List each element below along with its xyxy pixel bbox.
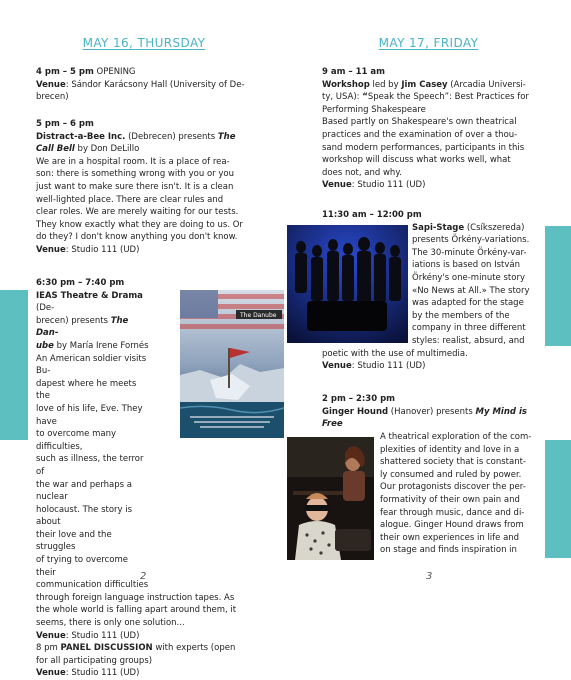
day-heading-thursday: MAY 16, THURSDAY bbox=[82, 36, 206, 50]
venue-label: Venue bbox=[36, 79, 66, 90]
play-title: My Mind is bbox=[475, 406, 527, 417]
desc-line: plexities of identity and love in a bbox=[380, 444, 520, 455]
event-time: 11:30 am – 12:00 pm bbox=[322, 210, 422, 220]
quote-mark: “ bbox=[362, 92, 368, 103]
desc-line: communication difficulties bbox=[36, 580, 149, 591]
location-text: (Csíkszereda) bbox=[464, 222, 525, 233]
desc-line: seems, there is only one solution... bbox=[36, 618, 185, 629]
company-name: IEAS Theatre & Drama bbox=[36, 290, 143, 301]
desc-line: iations is based on István bbox=[412, 260, 521, 271]
desc-line: We are in a hospital room. It is a place of rea- bbox=[36, 156, 230, 167]
event-workshop bbox=[322, 66, 535, 192]
desc-line: A theatrical exploration of the com- bbox=[380, 432, 532, 442]
event-time: 9 am – 11 am bbox=[322, 67, 386, 77]
desc-line: well-lighted place. There are clear rules and bbox=[36, 194, 224, 205]
desc-line: practices and the examination of over a thou- bbox=[322, 129, 518, 140]
desc-line: the whole world is falling apart around them, it bbox=[36, 605, 237, 616]
poster-title: The Danube bbox=[240, 312, 277, 319]
event-time: 2 pm – 2:30 pm bbox=[322, 394, 396, 404]
venue-text: : Sándor Karácsony Hall (University of De- bbox=[65, 79, 245, 90]
teal-strip-left bbox=[0, 290, 28, 440]
desc-line: formativity of their own pain and bbox=[380, 494, 520, 505]
venue-text: : Studio 111 (UD) bbox=[65, 630, 140, 641]
desc-line: just want to make sure there isn't. It is a clean bbox=[36, 181, 234, 192]
danube-poster-image bbox=[180, 290, 284, 438]
desc-line: was adapted for the stage bbox=[412, 298, 524, 309]
desc-line: An American soldier visits Bu- bbox=[36, 353, 147, 377]
page-number: 3 bbox=[426, 571, 433, 582]
event-desc: with experts (open bbox=[152, 643, 236, 654]
teal-strip-right-bottom bbox=[545, 440, 571, 558]
stage-photo-illustration bbox=[287, 225, 408, 343]
desc-line: the war and perhaps a nuclear bbox=[36, 479, 133, 503]
desc-line: on stage and finds inspiration in bbox=[380, 545, 517, 556]
venue-label: Venue bbox=[36, 630, 66, 641]
desc-line: dapest where he meets the bbox=[36, 378, 137, 402]
desc-line: fear through music, dance and di- bbox=[380, 507, 525, 518]
ginger-hound-photo bbox=[287, 437, 374, 560]
desc-line: does not, and why. bbox=[322, 167, 402, 178]
event-opening bbox=[36, 66, 252, 104]
sapi-stage-photo bbox=[287, 225, 408, 343]
desc-line: through foreign language instruction tapes. As bbox=[36, 592, 235, 603]
desc-line: holocaust. The story is about bbox=[36, 504, 133, 528]
led-text: led by bbox=[369, 79, 402, 90]
play-title: The Dan- bbox=[36, 315, 129, 339]
company-name: Ginger Hound bbox=[322, 406, 389, 417]
desc-line: Our protagonists discover the per- bbox=[380, 482, 526, 493]
page-number: 2 bbox=[140, 571, 147, 582]
poster-illustration bbox=[180, 290, 284, 438]
desc-line: son: there is something wrong with you or you bbox=[36, 169, 234, 180]
event-time: 4 pm – 5 pm bbox=[36, 67, 94, 77]
desc-line: They know exactly what they are doing to us. Or bbox=[36, 219, 243, 230]
desc-line: shattered society that is constant- bbox=[380, 457, 526, 468]
teal-strip-right-top bbox=[545, 226, 571, 346]
venue-text: : Studio 111 (UD) bbox=[351, 361, 426, 372]
ginger-hound-illustration bbox=[287, 437, 374, 560]
venue-text: : Studio 111 (UD) bbox=[65, 244, 140, 255]
event-call-bell bbox=[36, 118, 252, 257]
venue-label: Venue bbox=[322, 180, 352, 191]
play-title-cont: ube bbox=[36, 340, 54, 351]
presents-text: (Debrecen) presents bbox=[125, 131, 218, 142]
company-name: Sapi-Stage bbox=[412, 222, 465, 233]
venue-text: : Studio 111 (UD) bbox=[351, 180, 426, 191]
event-time: 8 pm bbox=[36, 643, 58, 654]
desc-line: alogue. Ginger Hound draws from bbox=[380, 520, 524, 531]
desc-line: to overcome many difficulties, bbox=[36, 429, 116, 452]
day-heading-friday: MAY 17, FRIDAY bbox=[378, 36, 479, 50]
venue-label: Venue bbox=[36, 244, 66, 255]
desc-line: do they? I don't know anything you don't know. bbox=[36, 232, 238, 243]
workshop-topic-cont: Performing Shakespeare bbox=[322, 104, 426, 115]
play-title: The bbox=[217, 131, 236, 142]
desc-line: company in three different bbox=[412, 323, 526, 334]
event-ginger-hound bbox=[322, 393, 535, 556]
affiliation-text-cont: ty, USA): bbox=[322, 92, 363, 103]
desc-line: such as illness, the terror of bbox=[36, 454, 144, 477]
presents-text: (Hanover) presents bbox=[388, 406, 476, 417]
affiliation-text: (Arcadia Universi- bbox=[447, 79, 526, 90]
event-time: 5 pm – 6 pm bbox=[36, 119, 94, 129]
author-text: by Don DeLillo bbox=[74, 144, 140, 155]
play-title-cont: Free bbox=[322, 419, 343, 430]
desc-line: of trying to overcome their bbox=[36, 555, 128, 578]
play-title-cont: Call Bell bbox=[36, 144, 75, 155]
desc-line: workshop will discuss what works well, what bbox=[322, 155, 511, 166]
leader-name: Jim Casey bbox=[401, 79, 448, 90]
desc-line: poetic with the use of multimedia. bbox=[322, 348, 468, 359]
desc-line: their love and the struggles bbox=[36, 529, 112, 553]
desc-line: styles: realist, absurd, and bbox=[412, 335, 525, 346]
presents-text-cont: brecen) presents bbox=[36, 315, 111, 326]
event-time: 6:30 pm – 7:40 pm bbox=[36, 278, 125, 288]
presents-text: (De- bbox=[36, 303, 55, 314]
desc-line: Based partly on Shakespeare's own theatrical bbox=[322, 117, 517, 128]
desc-line: clear roles. We are merely waiting for our tests. bbox=[36, 207, 239, 218]
desc-line: love of his life, Eve. They have bbox=[36, 403, 143, 427]
event-title: OPENING bbox=[96, 67, 136, 77]
workshop-topic: Speak the Speech”: Best Practices for bbox=[367, 92, 529, 103]
desc-line: by the members of the bbox=[412, 310, 510, 321]
venue-text-cont: brecen) bbox=[36, 92, 69, 103]
desc-line: «No News at All.» The story bbox=[412, 285, 530, 296]
company-name: Distract-a-Bee Inc. bbox=[36, 131, 126, 142]
event-title: PANEL DISCUSSION bbox=[60, 643, 153, 654]
desc-line: The 30-minute Örkény-var- bbox=[412, 247, 527, 258]
desc-line: ly consumed and ruled by power. bbox=[380, 469, 522, 480]
event-kind: Workshop bbox=[322, 79, 370, 90]
venue-text: : Studio 111 (UD) bbox=[65, 668, 140, 679]
venue-label: Venue bbox=[322, 361, 352, 372]
desc-line: sand modern performances, participants in this bbox=[322, 142, 525, 153]
author-text: by María Irene Fornés bbox=[53, 340, 149, 351]
desc-line: Örkény's one-minute story bbox=[412, 272, 525, 283]
venue-label: Venue bbox=[36, 668, 66, 679]
desc-line: presents Örkény-variations. bbox=[412, 235, 530, 246]
desc-line: their own experiences in life and bbox=[380, 532, 520, 543]
event-desc-cont: for all participating groups) bbox=[36, 655, 153, 666]
